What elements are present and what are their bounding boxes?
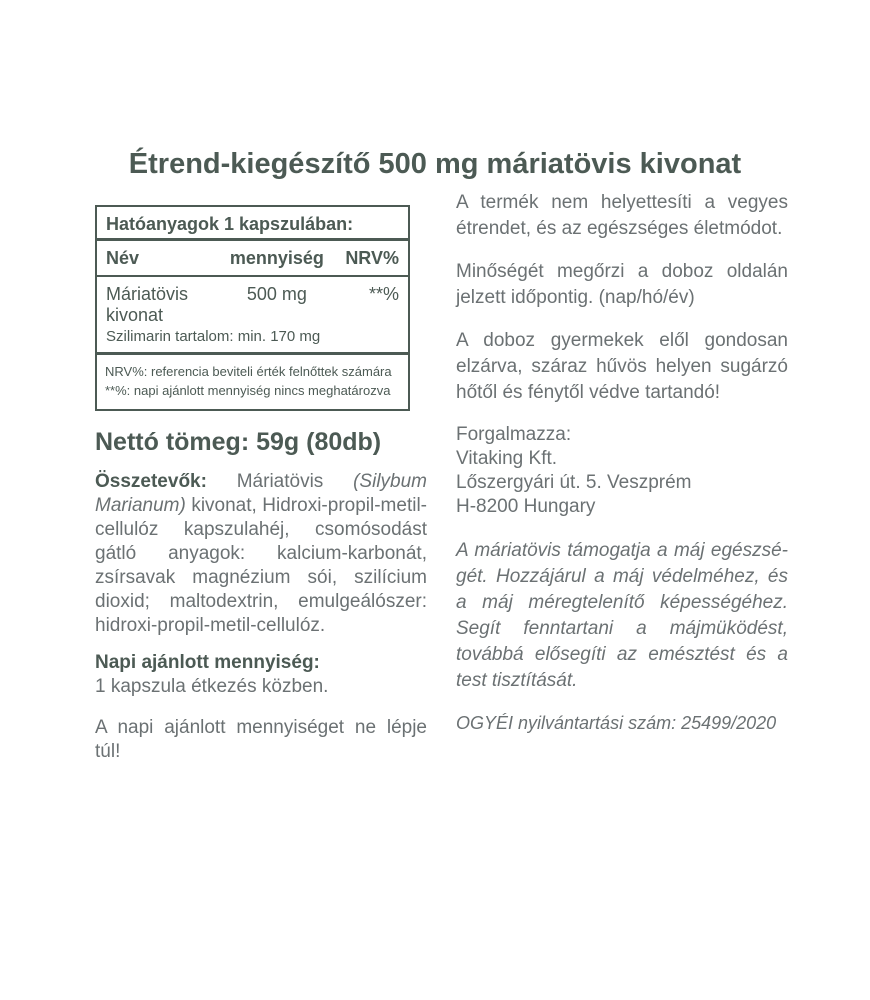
- right-column: [456, 190, 788, 752]
- table-row: [97, 277, 408, 326]
- product-title: Étrend-kiegészítő 500 mg máriatövis kivonat: [128, 148, 742, 180]
- distributor-name: Vitaking Kft.: [456, 448, 558, 469]
- best-before-notice: Minőségét megőrzi a doboz oldalán jelzett időpontig. (nap/hó/év): [456, 261, 788, 308]
- table-title: Hatóanyagok 1 kapszulában:: [106, 214, 354, 234]
- ingredient-nrv: **%: [368, 284, 399, 304]
- table-footnotes: [97, 355, 408, 409]
- col-header-name: Név: [106, 248, 140, 268]
- varied-diet-notice: A termék nem helyettesíti a vegyes étrendet, és az egészséges életmódot.: [456, 192, 788, 239]
- distributor-block: [456, 423, 788, 519]
- ingredients-text-2: kivonat, Hidroxi-propil-metil-cellulóz kapszulahéj, csomósodást gátló anyagok: kalcium-karbonát, zsírsavak magnézium sói, szilícium dioxid; maltodextrin, emulgeálószer: hidroxi-propil-metil-cellulóz.: [95, 495, 427, 636]
- health-claim: A máriatövis támogatja a máj egészségét. Hozzájárul a máj védelméhez, és a máj méregtelenítő képességéhez. Segít fenntartani a májmüködést, továbbá elősegíti az emésztést és a test tisztítását.: [456, 540, 788, 691]
- col-header-amount: mennyiség: [229, 248, 324, 268]
- left-column: [95, 205, 427, 764]
- distributor-country: H-8200 Hungary: [456, 496, 596, 517]
- ingredient-name: Máriatövis kivonat: [106, 284, 189, 325]
- table-column-headers: [97, 241, 408, 275]
- ingredients-label: Összetevők:: [95, 471, 207, 492]
- distributor-label: Forgalmazza:: [456, 424, 572, 445]
- ingredients-paragraph: [95, 470, 427, 638]
- ingredients-latin-name: (Silybum Marianum): [95, 471, 427, 516]
- footnote-nrv: NRV%: referencia beviteli érték felnőttek számára: [105, 364, 392, 379]
- daily-dose-block: [95, 651, 427, 699]
- registration-number: OGYÉI nyilvántartási szám: 25499/2020: [456, 713, 777, 733]
- daily-dose-heading: Napi ajánlott mennyiség:: [95, 652, 320, 673]
- silymarin-content: Szilimarin tartalom: min. 170 mg: [106, 328, 321, 345]
- ingredients-text-1: Máriatövis: [206, 471, 354, 492]
- dose-warning: A napi ajánlott mennyiséget ne lépje túl!: [95, 717, 427, 762]
- ingredient-amount: 500 mg: [246, 284, 307, 304]
- storage-notice: A doboz gyermekek elől gondosan elzárva, száraz hűvös helyen sugárzó hőtől és fénytől védve tartandó!: [456, 330, 788, 403]
- net-weight: Nettó tömeg: 59g (80db): [95, 428, 382, 456]
- col-header-nrv: NRV%: [345, 248, 399, 268]
- distributor-address: Lőszergyári út. 5. Veszprém: [456, 472, 692, 493]
- daily-dose-text: 1 kapszula étkezés közben.: [95, 676, 329, 697]
- supplement-facts-table: [95, 205, 410, 411]
- footnote-asterisk: **%: napi ajánlott mennyiség nincs meghatározva: [105, 383, 391, 398]
